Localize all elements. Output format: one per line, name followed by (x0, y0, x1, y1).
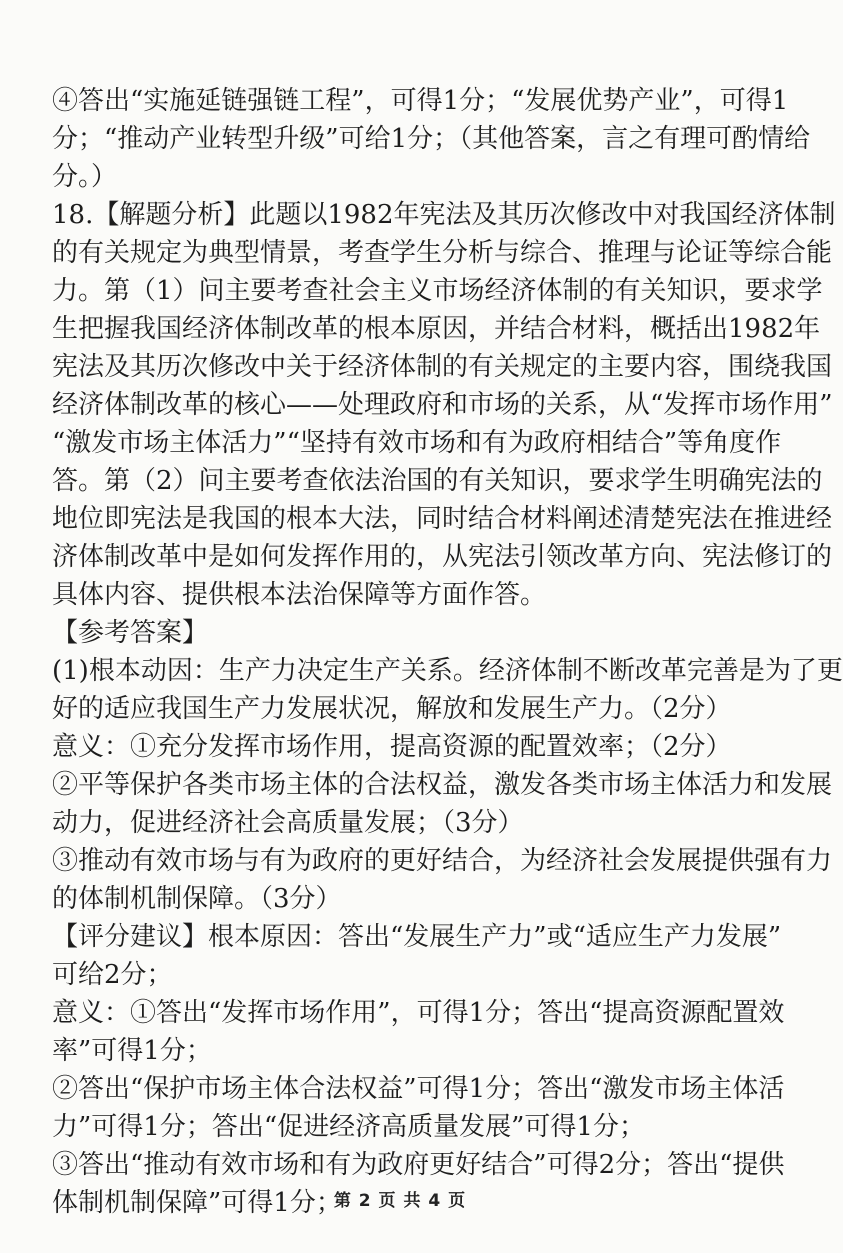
text-line: ③推动有效市场与有为政府的更好结合，为经济社会发展提供强有力 (52, 846, 833, 876)
text-line: 的体制机制保障。（3分） (52, 884, 342, 914)
page-number-footer: 第 2 页 共 4 页 (333, 1191, 467, 1211)
text-line: 答。第（2）问主要考查依法治国的有关知识，要求学生明确宪法的 (52, 466, 823, 496)
text-line: 分；“推动产业转型升级”可给1分；（其他答案，言之有理可酌情给 (52, 124, 811, 154)
text-line: 具体内容、提供根本法治保障等方面作答。 (52, 580, 547, 610)
text-line: 经济体制改革的核心——处理政府和市场的关系，从“发挥市场作用” (52, 390, 833, 420)
text-line: 生把握我国经济体制改革的根本原因，并结合材料，概括出1982年 (52, 314, 821, 344)
text-line: 的有关规定为典型情景，考查学生分析与综合、推理与论证等综合能 (52, 238, 833, 268)
text-line: 好的适应我国生产力发展状况，解放和发展生产力。（2分） (52, 694, 732, 724)
text-line: 18.【解题分析】此题以1982年宪法及其历次修改中对我国经济体制 (52, 200, 836, 230)
text-line: ③答出“推动有效市场和有为政府更好结合”可得2分；答出“提供 (52, 1150, 785, 1180)
text-line: 意义：①答出“发挥市场作用”，可得1分；答出“提高资源配置效 (52, 998, 785, 1028)
text-line: (1)根本动因：生产力决定生产关系。经济体制不断改革完善是为了更 (52, 656, 843, 686)
text-line: 力”可得1分；答出“促进经济高质量发展”可得1分； (52, 1112, 645, 1142)
section-heading: 【参考答案】 (52, 618, 209, 648)
text-line: ④答出“实施延链强链工程”，可得1分；“发展优势产业”，可得1 (52, 86, 789, 116)
text-line: 动力，促进经济社会高质量发展；（3分） (52, 808, 524, 838)
text-line: 宪法及其历次修改中关于经济体制的有关规定的主要内容，围绕我国 (52, 352, 833, 382)
text-line: 济体制改革中是如何发挥作用的，从宪法引领改革方向、宪法修订的 (52, 542, 833, 572)
text-line: 【评分建议】根本原因：答出“发展生产力”或“适应生产力发展” (52, 922, 782, 952)
text-line: 分。） (52, 162, 118, 192)
text-body (52, 82, 843, 1222)
text-line: 意义：①充分发挥市场作用，提高资源的配置效率；（2分） (52, 732, 732, 762)
text-line: ②平等保护各类市场主体的合法权益，激发各类市场主体活力和发展 (52, 770, 833, 800)
text-line: “激发市场主体活力”“坚持有效市场和有为政府相结合”等角度作 (52, 428, 782, 458)
text-line: 地位即宪法是我国的根本大法，同时结合材料阐述清楚宪法在推进经 (52, 504, 833, 534)
text-line: ②答出“保护市场主体合法权益”可得1分；答出“激发市场主体活 (52, 1074, 785, 1104)
text-line: 力。第（1）问主要考查社会主义市场经济体制的有关知识，要求学 (52, 276, 823, 306)
text-line: 率”可得1分； (52, 1036, 212, 1066)
text-line: 体制机制保障”可得1分； (52, 1188, 342, 1218)
text-line: 可给2分； (52, 960, 173, 990)
